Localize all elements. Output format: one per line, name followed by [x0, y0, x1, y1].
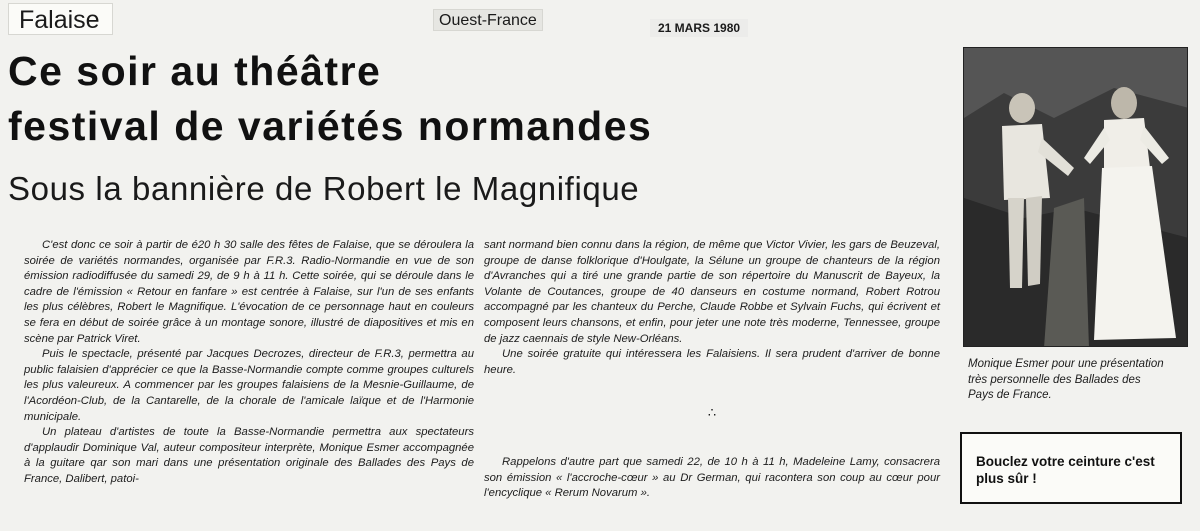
article-paragraph: sant normand bien connu dans la région, de même que Victor Vivier, les gars de Beuzeval, groupe de danse folklorique d'Houlgate, la Sélune un groupe de chanteurs de la région d'Avranches qui a tiré une grande partie de son répertoire du Manuscrit de Bayeux, la Volante de Coutances, groupe de 40 danseurs en costume normand, Robert Rotrou accompagné par les chanteux du Perche, Claude Robbe et Sylvain Fuchs, qui écrivent et composent leurs chansons, et enfin, pour jeter une note très moderne, Tennessee, groupe de jazz caennais de style New-Orléans.: [484, 239, 940, 345]
article-column-2-end: [484, 455, 940, 502]
article-column-2: [484, 238, 940, 378]
article-photo: [963, 47, 1188, 347]
article-paragraph: Puis le spectacle, présenté par Jacques Decrozes, directeur de F.R.3, permettra au public falaisien d'apprécier ce que la Basse-Normandie compte comme groupes culturels les plus valeureux. A commencer par les groupes falaisiens de la Mesnie-Guillaume, de l'Acordéon-Club, de la Cantarelle, de la chorale de l'amicale laïque et de l'Harmonie municipale.: [24, 348, 474, 423]
newspaper-source: Ouest-France: [433, 9, 543, 31]
clipping-keyword: Falaise: [8, 3, 113, 35]
headline-line-1: Ce soir au théâtre: [8, 48, 382, 94]
article-paragraph: Un plateau d'artistes de toute la Basse-Normandie permettra aux spectateurs d'applaudir Dominique Val, auteur compositeur interprète, Monique Esmer accompagnée à la guitare qar son mari dans une présentation originale des Ballades des Pays de France, Dalibert, patoi-: [24, 426, 474, 485]
photo-illustration: [964, 48, 1188, 347]
subheadline: Sous la bannière de Robert le Magnifique: [8, 170, 640, 207]
section-separator: ∴: [707, 405, 717, 420]
article-paragraph: C'est donc ce soir à partir de é20 h 30 salle des fêtes de Falaise, que se déroulera la soirée de variétés normandes, organisée par F.R.3. Radio-Normandie en vue de son émission radiodiffusée du samedi 29, de 9 h à 11 h. Cette soirée, qui se déroule dans le cadre de l'émission « Retour en fanfare » est centrée à Falaise, sur l'un de ses enfants les plus célèbres, Robert le Magnifique. L'évocation de ce personnage haut en couleurs se fera en début de soirée grâce à un montage sonore, illustré de diapositives et mis en scène par Patrick Viret.: [24, 239, 474, 345]
article-paragraph: Rappelons d'autre part que samedi 22, de 10 h à 11 h, Madeleine Lamy, consacrera son émission « l'accroche-cœur » au Dr German, qui racontera son coup au cœur pour l'encyclique « Rerum Novarum ».: [484, 456, 940, 500]
article-column-1: [24, 238, 474, 488]
boxed-note: Bouclez votre ceinture c'est plus sûr !: [960, 432, 1182, 504]
article-paragraph: Une soirée gratuite qui intéressera les Falaisiens. Il sera prudent d'arriver de bonne heure.: [484, 348, 940, 376]
photo-caption: Monique Esmer pour une présentation très personnelle des Ballades des Pays de France.: [968, 358, 1164, 401]
headline-line-2: festival de variétés normandes: [8, 103, 653, 149]
publication-date: 21 MARS 1980: [650, 19, 748, 37]
